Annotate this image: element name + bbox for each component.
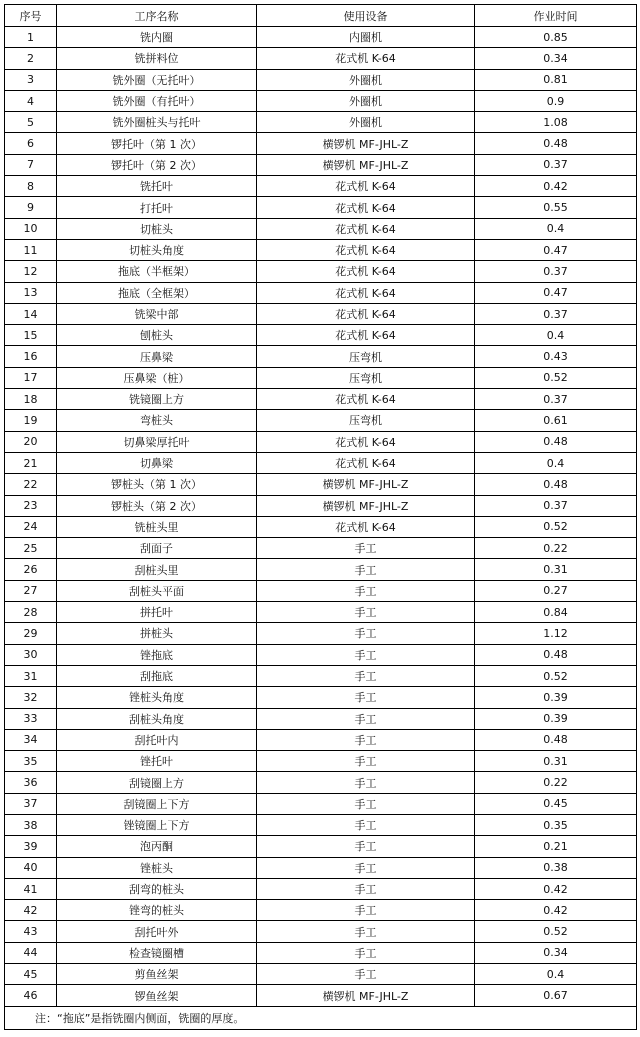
table-row [5,218,637,239]
cell-seq: 25 [5,538,57,559]
cell-equipment: 外圈机 [257,90,475,111]
header-row [5,5,637,27]
cell-equipment: 手工 [257,814,475,835]
table-row [5,900,637,921]
cell-time: 0.42 [475,878,637,899]
cell-time: 0.22 [475,772,637,793]
cell-equipment: 花式机 K-64 [257,218,475,239]
cell-seq: 32 [5,687,57,708]
cell-time: 0.47 [475,239,637,260]
cell-seq: 46 [5,985,57,1006]
cell-seq: 22 [5,474,57,495]
table-row [5,282,637,303]
cell-time: 0.42 [475,176,637,197]
cell-process: 压鼻梁 [57,346,257,367]
table-row [5,154,637,175]
cell-process: 拖底（全框架） [57,282,257,303]
process-table [4,4,637,1030]
cell-seq: 33 [5,708,57,729]
cell-seq: 36 [5,772,57,793]
table-row [5,367,637,388]
header-seq: 序号 [5,5,57,27]
cell-process: 刮托叶外 [57,921,257,942]
table-row [5,814,637,835]
cell-seq: 30 [5,644,57,665]
cell-process: 铣梁中部 [57,303,257,324]
cell-time: 0.52 [475,921,637,942]
cell-seq: 2 [5,48,57,69]
cell-time: 0.61 [475,410,637,431]
cell-time: 0.34 [475,48,637,69]
cell-seq: 38 [5,814,57,835]
header-time: 作业时间 [475,5,637,27]
cell-equipment: 花式机 K-64 [257,239,475,260]
table-row [5,878,637,899]
cell-time: 0.31 [475,751,637,772]
cell-seq: 28 [5,602,57,623]
note: 注：“拖底”是指铣圈内侧面，铣圈的厚度。 [5,1006,637,1029]
cell-seq: 43 [5,921,57,942]
cell-equipment: 手工 [257,559,475,580]
cell-time: 0.35 [475,814,637,835]
cell-seq: 16 [5,346,57,367]
cell-time: 0.37 [475,389,637,410]
cell-process: 检查镜圈槽 [57,942,257,963]
cell-time: 0.31 [475,559,637,580]
cell-seq: 44 [5,942,57,963]
cell-seq: 17 [5,367,57,388]
cell-seq: 9 [5,197,57,218]
cell-equipment: 手工 [257,772,475,793]
table-row [5,985,637,1006]
table-row [5,346,637,367]
table-row [5,538,637,559]
cell-process: 切桩头 [57,218,257,239]
cell-equipment: 横锣机 MF-JHL-Z [257,495,475,516]
cell-process: 锉桩头 [57,857,257,878]
cell-process: 刮镜圈上下方 [57,793,257,814]
table-row [5,836,637,857]
cell-time: 0.9 [475,90,637,111]
table-row [5,239,637,260]
cell-seq: 35 [5,751,57,772]
table-row [5,133,637,154]
cell-equipment: 手工 [257,644,475,665]
cell-process: 刮桩头角度 [57,708,257,729]
table-row [5,665,637,686]
cell-equipment: 手工 [257,602,475,623]
cell-time: 0.55 [475,197,637,218]
cell-equipment: 横锣机 MF-JHL-Z [257,154,475,175]
cell-equipment: 手工 [257,580,475,601]
cell-seq: 23 [5,495,57,516]
cell-process: 刮弯的桩头 [57,878,257,899]
cell-process: 切桩头角度 [57,239,257,260]
table-row [5,793,637,814]
cell-equipment: 花式机 K-64 [257,282,475,303]
cell-time: 1.08 [475,112,637,133]
table-body [5,27,637,1007]
cell-seq: 14 [5,303,57,324]
cell-equipment: 手工 [257,708,475,729]
cell-process: 锉拖底 [57,644,257,665]
table-row [5,729,637,750]
cell-time: 0.52 [475,367,637,388]
cell-process: 锣托叶（第 2 次） [57,154,257,175]
cell-seq: 7 [5,154,57,175]
cell-process: 铣外圈（有托叶） [57,90,257,111]
table-row [5,112,637,133]
table-row [5,27,637,48]
header-process: 工序名称 [57,5,257,27]
cell-equipment: 手工 [257,687,475,708]
cell-process: 铣拼料位 [57,48,257,69]
cell-equipment: 花式机 K-64 [257,431,475,452]
cell-time: 0.37 [475,154,637,175]
table-row [5,325,637,346]
cell-time: 1.12 [475,623,637,644]
cell-time: 0.43 [475,346,637,367]
table-row [5,602,637,623]
cell-equipment: 手工 [257,921,475,942]
cell-process: 锣桩头（第 2 次） [57,495,257,516]
cell-equipment: 花式机 K-64 [257,389,475,410]
cell-seq: 24 [5,516,57,537]
cell-equipment: 花式机 K-64 [257,325,475,346]
cell-equipment: 外圈机 [257,112,475,133]
cell-time: 0.85 [475,27,637,48]
cell-process: 拼托叶 [57,602,257,623]
cell-equipment: 横锣机 MF-JHL-Z [257,133,475,154]
cell-process: 刮托叶内 [57,729,257,750]
cell-equipment: 花式机 K-64 [257,261,475,282]
cell-equipment: 手工 [257,623,475,644]
cell-time: 0.48 [475,729,637,750]
cell-process: 剪鱼丝架 [57,964,257,985]
cell-seq: 31 [5,665,57,686]
cell-equipment: 手工 [257,878,475,899]
cell-process: 拼桩头 [57,623,257,644]
cell-equipment: 内圈机 [257,27,475,48]
cell-process: 锉弯的桩头 [57,900,257,921]
cell-seq: 11 [5,239,57,260]
cell-time: 0.27 [475,580,637,601]
cell-time: 0.52 [475,665,637,686]
cell-equipment: 手工 [257,751,475,772]
table-row [5,623,637,644]
cell-equipment: 横锣机 MF-JHL-Z [257,985,475,1006]
cell-process: 刮镜圈上方 [57,772,257,793]
header-equipment: 使用设备 [257,5,475,27]
cell-seq: 27 [5,580,57,601]
table-row [5,90,637,111]
cell-time: 0.47 [475,282,637,303]
cell-equipment: 手工 [257,793,475,814]
cell-equipment: 手工 [257,836,475,857]
cell-time: 0.48 [475,431,637,452]
cell-process: 刮桩头平面 [57,580,257,601]
table-row [5,261,637,282]
cell-time: 0.67 [475,985,637,1006]
cell-seq: 21 [5,452,57,473]
table-row [5,644,637,665]
cell-equipment: 手工 [257,857,475,878]
cell-equipment: 手工 [257,964,475,985]
cell-equipment: 花式机 K-64 [257,48,475,69]
cell-process: 切鼻梁 [57,452,257,473]
table-row [5,495,637,516]
cell-time: 0.37 [475,495,637,516]
cell-seq: 34 [5,729,57,750]
cell-time: 0.81 [475,69,637,90]
cell-process: 锉托叶 [57,751,257,772]
cell-process: 铣外圈（无托叶） [57,69,257,90]
cell-time: 0.37 [475,261,637,282]
cell-seq: 8 [5,176,57,197]
cell-time: 0.39 [475,708,637,729]
cell-time: 0.4 [475,964,637,985]
cell-time: 0.4 [475,218,637,239]
table-row [5,410,637,431]
cell-time: 0.48 [475,474,637,495]
cell-process: 弯桩头 [57,410,257,431]
table-row [5,751,637,772]
cell-seq: 6 [5,133,57,154]
cell-process: 刮拖底 [57,665,257,686]
cell-seq: 40 [5,857,57,878]
table-row [5,559,637,580]
cell-equipment: 外圈机 [257,69,475,90]
table-row [5,431,637,452]
cell-process: 刮面子 [57,538,257,559]
cell-equipment: 手工 [257,729,475,750]
cell-time: 0.45 [475,793,637,814]
table-row [5,921,637,942]
table-row [5,580,637,601]
cell-seq: 15 [5,325,57,346]
cell-equipment: 花式机 K-64 [257,197,475,218]
cell-seq: 13 [5,282,57,303]
cell-process: 铣桩头里 [57,516,257,537]
cell-process: 泡丙酮 [57,836,257,857]
cell-process: 锣桩头（第 1 次） [57,474,257,495]
cell-equipment: 花式机 K-64 [257,452,475,473]
cell-time: 0.39 [475,687,637,708]
table-row [5,48,637,69]
cell-equipment: 花式机 K-64 [257,303,475,324]
cell-time: 0.48 [475,133,637,154]
table-row [5,389,637,410]
cell-seq: 37 [5,793,57,814]
cell-process: 锉桩头角度 [57,687,257,708]
table-row [5,964,637,985]
table-row [5,516,637,537]
cell-seq: 26 [5,559,57,580]
cell-time: 0.21 [475,836,637,857]
cell-seq: 5 [5,112,57,133]
cell-time: 0.34 [475,942,637,963]
cell-seq: 3 [5,69,57,90]
cell-process: 铣内圈 [57,27,257,48]
cell-process: 锣托叶（第 1 次） [57,133,257,154]
cell-seq: 41 [5,878,57,899]
cell-equipment: 手工 [257,538,475,559]
cell-process: 拖底（半框架） [57,261,257,282]
cell-seq: 1 [5,27,57,48]
cell-time: 0.4 [475,452,637,473]
cell-process: 铣外圈桩头与托叶 [57,112,257,133]
table-row [5,197,637,218]
table-row [5,942,637,963]
cell-seq: 19 [5,410,57,431]
table-row [5,452,637,473]
table-row [5,176,637,197]
cell-process: 切鼻梁厚托叶 [57,431,257,452]
table-row [5,474,637,495]
cell-seq: 29 [5,623,57,644]
cell-process: 压鼻梁（桩） [57,367,257,388]
cell-time: 0.52 [475,516,637,537]
cell-process: 刨桩头 [57,325,257,346]
cell-seq: 20 [5,431,57,452]
cell-equipment: 压弯机 [257,367,475,388]
table-row [5,857,637,878]
cell-process: 铣托叶 [57,176,257,197]
cell-seq: 12 [5,261,57,282]
table-row [5,687,637,708]
cell-time: 0.48 [475,644,637,665]
cell-seq: 42 [5,900,57,921]
cell-process: 刮桩头里 [57,559,257,580]
cell-time: 0.38 [475,857,637,878]
cell-seq: 45 [5,964,57,985]
cell-seq: 4 [5,90,57,111]
cell-time: 0.4 [475,325,637,346]
cell-equipment: 压弯机 [257,410,475,431]
cell-equipment: 手工 [257,665,475,686]
cell-process: 锣鱼丝架 [57,985,257,1006]
cell-seq: 10 [5,218,57,239]
cell-seq: 39 [5,836,57,857]
cell-equipment: 花式机 K-64 [257,176,475,197]
note-row [5,1006,637,1029]
cell-equipment: 手工 [257,942,475,963]
cell-process: 打托叶 [57,197,257,218]
cell-equipment: 手工 [257,900,475,921]
cell-process: 锉镜圈上下方 [57,814,257,835]
cell-equipment: 花式机 K-64 [257,516,475,537]
cell-time: 0.84 [475,602,637,623]
table-row [5,708,637,729]
table-row [5,69,637,90]
table-row [5,303,637,324]
cell-time: 0.42 [475,900,637,921]
cell-equipment: 压弯机 [257,346,475,367]
cell-seq: 18 [5,389,57,410]
table-row [5,772,637,793]
cell-equipment: 横锣机 MF-JHL-Z [257,474,475,495]
cell-time: 0.22 [475,538,637,559]
cell-time: 0.37 [475,303,637,324]
cell-process: 铣镜圈上方 [57,389,257,410]
